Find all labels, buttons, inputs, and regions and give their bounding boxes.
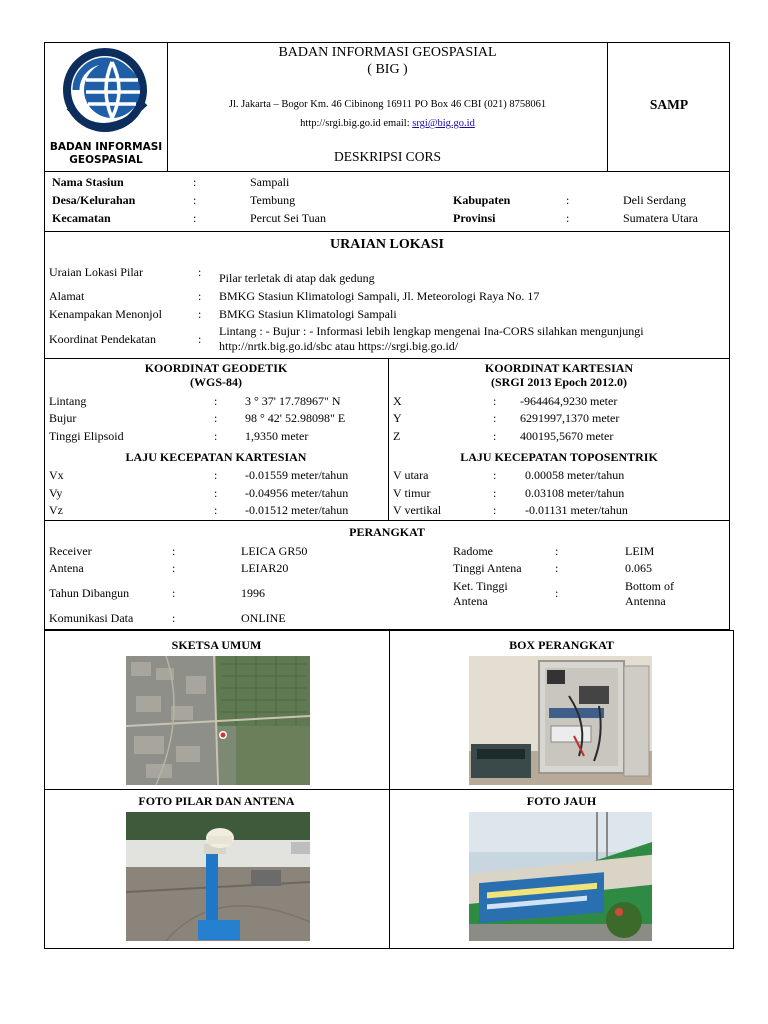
geodetik-value-tinggi: 1,9350 meter bbox=[245, 429, 309, 443]
org-name: BADAN INFORMASI GEOSPASIAL bbox=[278, 45, 497, 60]
perangkat-label-radome: Radome bbox=[453, 544, 493, 558]
big-logo bbox=[56, 46, 154, 136]
geodetik-label-tinggi: Tinggi Elipsoid bbox=[49, 429, 124, 443]
laju-toposentrik-label-vertikal: V vertikal bbox=[393, 503, 442, 517]
station-value-kabupaten: Deli Serdang bbox=[623, 193, 686, 207]
perangkat-label-receiver: Receiver bbox=[49, 544, 92, 558]
laju-kartesian-value-vx: -0.01559 meter/tahun bbox=[245, 468, 349, 482]
foto-jauh-image bbox=[469, 812, 652, 941]
laju-kartesian-value-vz: -0.01512 meter/tahun bbox=[245, 503, 349, 517]
uraian-value-koordinat-link: http://nrtk.big.go.id/sbc atau https://srgi.big.go.id/ bbox=[219, 339, 459, 353]
perangkat-colon: : bbox=[172, 586, 176, 600]
geodetik-value-lintang: 3 ° 37' 17.78967" N bbox=[245, 394, 341, 408]
perangkat-value-radome: LEIM bbox=[625, 544, 655, 558]
station-colon: : bbox=[193, 193, 197, 207]
kartesian-colon: : bbox=[493, 394, 497, 408]
laju-kartesian-label-vx: Vx bbox=[49, 468, 64, 482]
perangkat-label-tahun: Tahun Dibangun bbox=[49, 586, 130, 600]
uraian-value-pilar: Pilar terletak di atap dak gedung bbox=[219, 271, 375, 285]
geodetik-colon: : bbox=[214, 394, 218, 408]
perangkat-label-komunikasi: Komunikasi Data bbox=[49, 611, 134, 625]
org-contact bbox=[168, 117, 607, 131]
station-colon: : bbox=[193, 175, 197, 189]
uraian-label-alamat: Alamat bbox=[49, 289, 85, 303]
kartesian-label-x: X bbox=[393, 394, 402, 408]
station-label-kecamatan: Kecamatan bbox=[52, 211, 111, 225]
uraian-colon: : bbox=[198, 289, 202, 303]
laju-colon: : bbox=[493, 486, 497, 500]
station-value-provinsi: Sumatera Utara bbox=[623, 211, 698, 225]
station-value-desa: Tembung bbox=[250, 193, 296, 207]
divider-station bbox=[44, 231, 730, 232]
laju-toposentrik-title: LAJU KECEPATAN TOPOSENTRIK bbox=[460, 450, 658, 464]
laju-colon: : bbox=[493, 468, 497, 482]
org-address: Jl. Jakarta – Bogor Km. 46 Cibinong 16911 PO Box 46 CBI (021) 8758061 bbox=[228, 99, 547, 110]
perangkat-label-ket-tinggi-2: Antena bbox=[453, 594, 488, 608]
globe-logo-icon bbox=[56, 46, 154, 136]
perangkat-title: PERANGKAT bbox=[349, 525, 425, 539]
geodetik-subtitle: (WGS-84) bbox=[190, 375, 242, 389]
perangkat-value-komunikasi: ONLINE bbox=[241, 611, 286, 625]
laju-toposentrik-value-timur: 0.03108 meter/tahun bbox=[525, 486, 625, 500]
kartesian-value-z: 400195,5670 meter bbox=[520, 429, 614, 443]
perangkat-label-antena: Antena bbox=[49, 561, 84, 575]
station-value-kecamatan: Percut Sei Tuan bbox=[250, 211, 327, 225]
laju-colon: : bbox=[214, 503, 218, 517]
geodetik-label-bujur: Bujur bbox=[49, 411, 77, 425]
perangkat-colon: : bbox=[555, 544, 559, 558]
pilar-title: FOTO PILAR DAN ANTENA bbox=[138, 794, 295, 808]
kartesian-label-y: Y bbox=[393, 411, 402, 425]
divider-perangkat bbox=[44, 520, 730, 521]
geodetik-label-lintang: Lintang bbox=[49, 394, 87, 408]
uraian-title: URAIAN LOKASI bbox=[330, 237, 444, 252]
kartesian-label-z: Z bbox=[393, 429, 401, 443]
perangkat-value-tinggi-antena: 0.065 bbox=[625, 561, 652, 575]
perangkat-value-receiver: LEICA GR50 bbox=[241, 544, 308, 558]
box-title: BOX PERANGKAT bbox=[509, 638, 614, 652]
laju-kartesian-label-vz: Vz bbox=[49, 503, 63, 517]
station-colon: : bbox=[193, 211, 197, 225]
laju-toposentrik-value-utara: 0.00058 meter/tahun bbox=[525, 468, 625, 482]
station-label-kabupaten: Kabupaten bbox=[453, 193, 511, 207]
perangkat-value-ket-tinggi: Bottom of bbox=[625, 579, 675, 593]
laju-colon: : bbox=[493, 503, 497, 517]
perangkat-colon: : bbox=[172, 561, 176, 575]
sketsa-title: SKETSA UMUM bbox=[171, 638, 262, 652]
laju-toposentrik-label-timur: V timur bbox=[393, 486, 431, 500]
perangkat-value-tahun: 1996 bbox=[241, 586, 265, 600]
station-colon: : bbox=[566, 211, 570, 225]
perangkat-colon: : bbox=[555, 561, 559, 575]
org-website: http://srgi.big.go.id email: bbox=[300, 118, 413, 129]
email-link[interactable]: srgi@big.go.id bbox=[412, 118, 475, 129]
geodetik-colon: : bbox=[214, 429, 218, 443]
station-value-nama: Sampali bbox=[250, 175, 290, 189]
perangkat-colon: : bbox=[172, 544, 176, 558]
uraian-label-pilar: Uraian Lokasi Pilar bbox=[49, 265, 143, 279]
laju-kartesian-value-vy: -0.04956 meter/tahun bbox=[245, 486, 349, 500]
perangkat-label-ket-tinggi: Ket. Tinggi bbox=[453, 579, 508, 593]
kartesian-title: KOORDINAT KARTESIAN bbox=[484, 361, 634, 375]
uraian-value-alamat: BMKG Stasiun Klimatologi Sampali, Jl. Meteorologi Raya No. 17 bbox=[219, 289, 540, 303]
laju-kartesian-title: LAJU KECEPATAN KARTESIAN bbox=[125, 450, 307, 464]
kartesian-value-x: -964464,9230 meter bbox=[520, 394, 618, 408]
uraian-label-kenampakan: Kenampakan Menonjol bbox=[49, 307, 162, 321]
uraian-value-kenampakan: BMKG Stasiun Klimatologi Sampali bbox=[219, 307, 397, 321]
kartesian-colon: : bbox=[493, 429, 497, 443]
sketsa-map-image bbox=[126, 656, 310, 785]
uraian-colon: : bbox=[198, 307, 202, 321]
uraian-value-koordinat: Lintang : - Bujur : - Informasi lebih lengkap mengenai Ina-CORS silahkan mengunjungi bbox=[219, 324, 644, 338]
perangkat-value-antena: LEIAR20 bbox=[241, 561, 289, 575]
kartesian-value-y: 6291997,1370 meter bbox=[520, 411, 620, 425]
org-short: ( BIG ) bbox=[367, 62, 408, 77]
geodetik-value-bujur: 98 ° 42' 52.98098" E bbox=[245, 411, 346, 425]
laju-kartesian-label-vy: Vy bbox=[49, 486, 63, 500]
laju-toposentrik-label-utara: V utara bbox=[393, 468, 429, 482]
perangkat-label-tinggi-antena: Tinggi Antena bbox=[453, 561, 522, 575]
pilar-antena-image bbox=[126, 812, 310, 941]
uraian-label-koordinat: Koordinat Pendekatan bbox=[49, 332, 156, 346]
perangkat-colon: : bbox=[172, 611, 176, 625]
geodetik-title: KOORDINAT GEODETIK bbox=[144, 361, 288, 375]
perangkat-value-ket-tinggi-2: Antenna bbox=[625, 594, 666, 608]
logo-caption-1: BADAN INFORMASI bbox=[49, 141, 163, 153]
uraian-colon: : bbox=[198, 265, 202, 279]
photo-divider-horizontal bbox=[44, 789, 734, 790]
geodetik-colon: : bbox=[214, 411, 218, 425]
station-label-provinsi: Provinsi bbox=[453, 211, 496, 225]
kartesian-subtitle: (SRGI 2013 Epoch 2012.0) bbox=[490, 375, 627, 389]
station-colon: : bbox=[566, 193, 570, 207]
doc-title: DESKRIPSI CORS bbox=[334, 149, 441, 164]
logo-caption-2: GEOSPASIAL bbox=[69, 154, 143, 166]
box-perangkat-image bbox=[469, 656, 652, 785]
uraian-colon: : bbox=[198, 332, 202, 346]
station-code: SAMP bbox=[649, 97, 689, 112]
station-label-nama: Nama Stasiun bbox=[52, 175, 124, 189]
divider-uraian bbox=[44, 358, 730, 359]
perangkat-colon: : bbox=[555, 586, 559, 600]
jauh-title: FOTO JAUH bbox=[526, 794, 597, 808]
laju-colon: : bbox=[214, 486, 218, 500]
kartesian-colon: : bbox=[493, 411, 497, 425]
laju-colon: : bbox=[214, 468, 218, 482]
laju-toposentrik-value-vertikal: -0.01131 meter/tahun bbox=[525, 503, 628, 517]
station-label-desa: Desa/Kelurahan bbox=[52, 193, 136, 207]
